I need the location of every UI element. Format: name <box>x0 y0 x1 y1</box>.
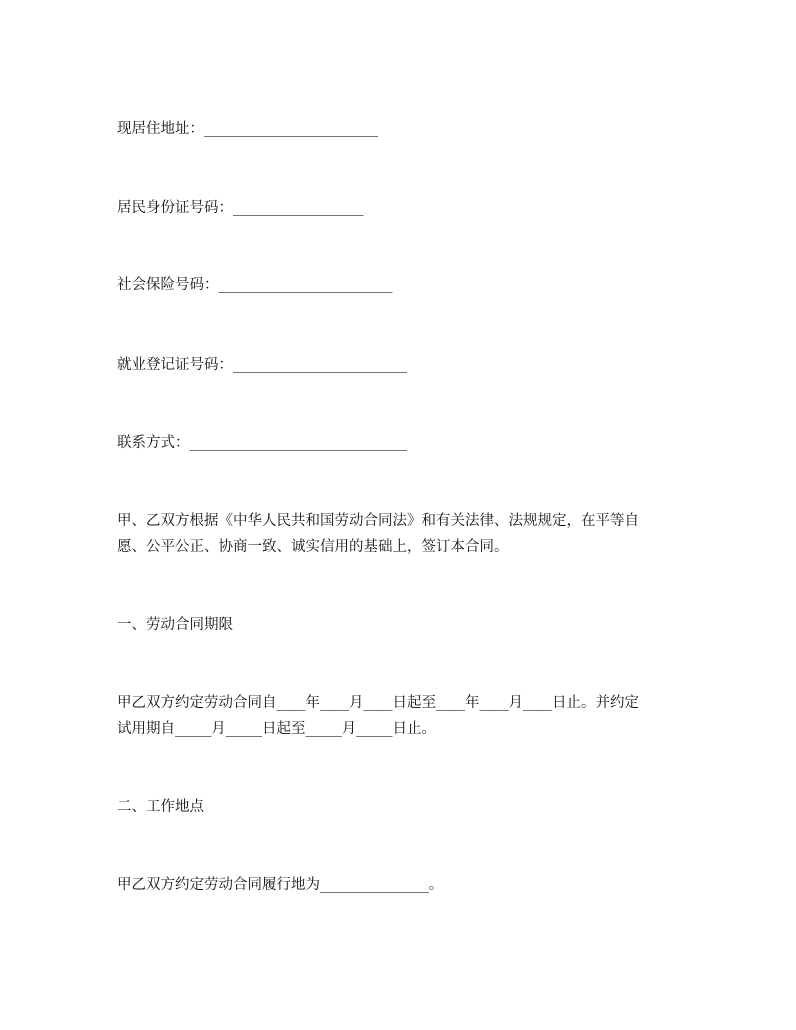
intro-paragraph-line-2: 愿、公平公正、协商一致、诚实信用的基础上，签订本合同。 <box>117 539 509 555</box>
section-1-term-line-2: 试用期自_____月_____日起至_____月_____日止。 <box>117 721 436 737</box>
employment-registration-field-line: 就业登记证号码：________________________ <box>117 357 407 373</box>
section-2-location-line: 甲乙双方约定劳动合同履行地为_______________。 <box>117 877 444 893</box>
social-security-field-line: 社会保险号码：________________________ <box>117 277 393 293</box>
intro-paragraph-line-1: 甲、乙双方根据《中华人民共和国劳动合同法》和有关法律、法规规定，在平等自 <box>117 513 639 529</box>
section-1-term-line-1: 甲乙双方约定劳动合同自____年____月____日起至____年____月____日止。并约定 <box>117 695 639 711</box>
id-number-field-line: 居民身份证号码：__________________ <box>117 200 364 216</box>
address-field-line: 现居住地址：________________________ <box>117 121 378 137</box>
section-2-heading: 二、工作地点 <box>117 799 204 815</box>
section-1-heading: 一、劳动合同期限 <box>117 617 233 633</box>
contact-field-line: 联系方式：______________________________ <box>117 435 407 451</box>
